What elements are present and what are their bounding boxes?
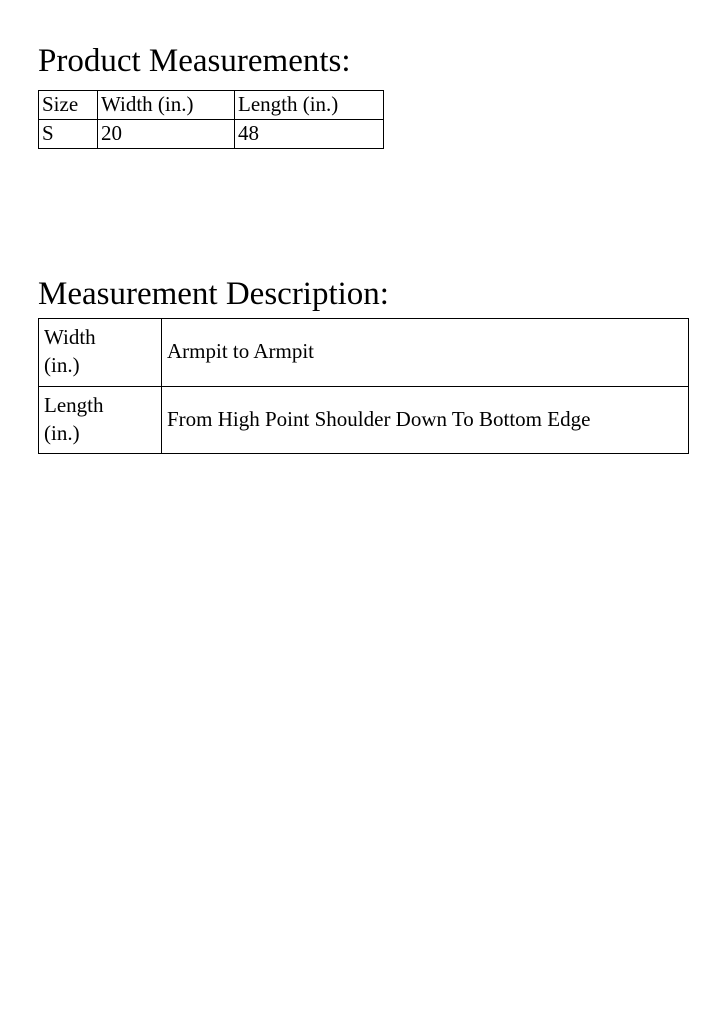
description-label-width [39, 319, 162, 387]
column-header-length: Length (in.) [235, 91, 384, 120]
description-value-width: Armpit to Armpit [162, 319, 689, 387]
table-header-row [39, 91, 384, 120]
description-label-length [39, 386, 162, 454]
table-row [39, 120, 384, 149]
description-label-length-line1: Length [44, 392, 104, 417]
description-label-width-line1: Width [44, 325, 96, 349]
cell-length: 48 [235, 120, 384, 149]
column-header-width: Width (in.) [98, 91, 235, 120]
measurement-description-heading: Measurement Description: [38, 276, 389, 312]
cell-size: S [39, 120, 98, 149]
measurement-description-table [38, 318, 689, 454]
description-value-length: From High Point Shoulder Down To Bottom Edge [162, 386, 689, 454]
table-row [39, 319, 689, 387]
cell-width: 20 [98, 120, 235, 149]
table-row [39, 386, 689, 454]
product-measurements-table [38, 90, 384, 149]
product-measurements-heading: Product Measurements: [38, 43, 351, 79]
description-label-width-line2: (in.) [44, 353, 80, 378]
description-label-length-line2: (in.) [44, 421, 80, 446]
column-header-size: Size [39, 91, 98, 120]
